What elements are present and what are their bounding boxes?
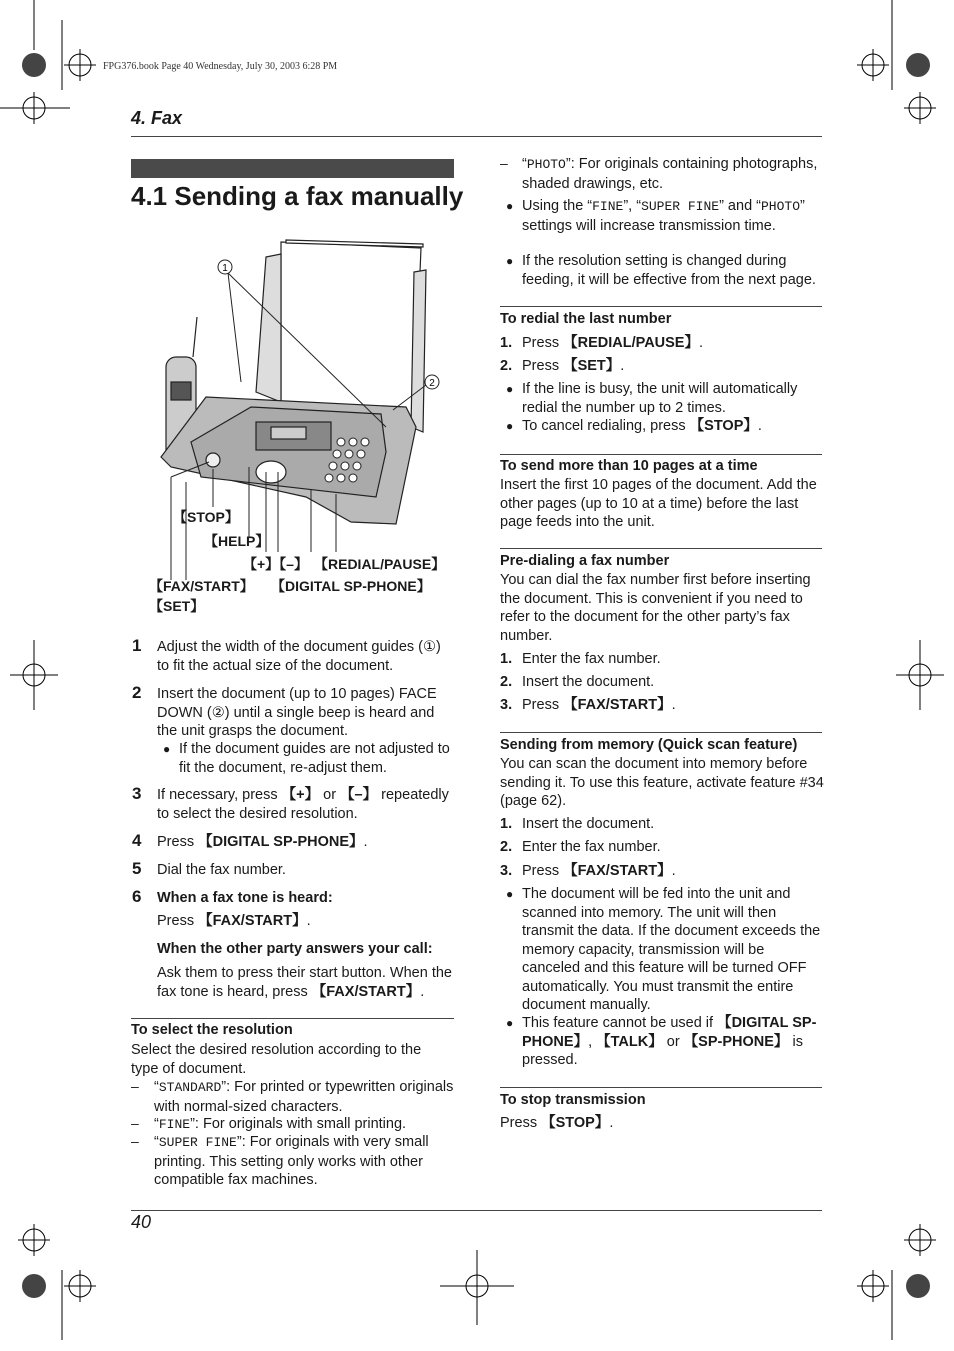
header-rule — [131, 136, 822, 137]
step-3-num: 3 — [132, 784, 142, 803]
res-note2-dot: ● — [506, 254, 514, 268]
redial-num-2: 2. — [500, 358, 513, 374]
page-title: 4.1 Sending a fax manually — [131, 181, 464, 211]
redial-b1-dot: ● — [506, 382, 514, 396]
res-note-2: If the resolution setting is changed during feeding, it will be effective from the next page. — [522, 253, 816, 288]
stop-transmission-key: 【STOP】 — [541, 1115, 610, 1131]
memory-step-3 — [522, 862, 676, 881]
res-mode-superfine: SUPER FINE — [158, 1135, 237, 1150]
predial-fax-start-key: 【FAX/START】 — [563, 697, 672, 713]
redial-s2-post: . — [620, 358, 625, 374]
res-note1-sep1: ”, “ — [623, 198, 642, 214]
label-redial: 【REDIAL/PAUSE】 — [314, 556, 446, 572]
memory-b2-dot: ● — [506, 1016, 514, 1030]
res-dash-2: – — [131, 1115, 139, 1131]
label-stop: 【STOP】 — [173, 509, 239, 525]
res-item-superfine: “SUPER FINE”: For originals with very small printing. This setting only works with other compatible fax machines. — [154, 1134, 429, 1188]
more-pages-heading: To send more than 10 pages at a time — [500, 458, 758, 474]
label-plus-minus: 【+】【–】 — [243, 556, 308, 572]
res-item-fine: “FINE”: For originals with small printing. — [154, 1116, 407, 1132]
predial-rule — [500, 548, 822, 549]
page-number: 40 — [131, 1212, 152, 1232]
step-4-pre: Press — [157, 834, 199, 850]
memory-step-2: Enter the fax number. — [522, 839, 661, 855]
memory-rule — [500, 732, 822, 733]
redial-s2-pre: Press — [522, 358, 564, 374]
callout-1: 1 — [222, 263, 228, 274]
stop-heading: To stop transmission — [500, 1092, 646, 1108]
more-pages-rule — [500, 454, 822, 455]
memory-bullet-1: The document will be fed into the unit and scanned into memory. The unit will then transmit the data. If the document exceeds the memory capacity, transmission will be canceled and this feature will be turned OFF automatically. You must transmit the entire document manually. — [522, 886, 821, 1013]
res-item-standard: “STANDARD”: For printed or typewritten originals with normal-sized characters. — [154, 1079, 454, 1115]
memory-b2-post: is pressed. — [522, 1033, 803, 1068]
footer-rule — [131, 1210, 822, 1211]
memory-bullet-2 — [522, 1014, 824, 1070]
step-6-text2 — [157, 964, 455, 1001]
redial-b2-pre: To cancel redialing, press — [522, 418, 690, 434]
predial-text: You can dial the fax number first before inserting the document. This is convenient if you need to refer to the document for the other party’s fax number. — [500, 572, 811, 644]
step-1-num: 1 — [132, 636, 142, 655]
redial-bullet-2 — [522, 417, 822, 436]
step-2-text: Insert the document (up to 10 pages) FACE DOWN (②) until a single beep is heard and the unit grasps the document. — [157, 686, 437, 739]
res-note1-dot: ● — [506, 199, 514, 213]
res-note1-superfine: SUPER FINE — [641, 199, 720, 214]
printer-line: FPG376.book Page 40 Wednesday, July 30, 2003 6:28 PM — [103, 61, 338, 72]
memory-s3-pre: Press — [522, 863, 564, 879]
label-help: 【HELP】 — [204, 533, 270, 549]
callout-2: 2 — [429, 378, 435, 389]
res-item-photo: “PHOTO”: For originals containing photographs, shaded drawings, etc. — [522, 156, 818, 192]
res-note1-fine: FINE — [592, 199, 624, 214]
predial-num-2: 2. — [500, 674, 513, 690]
stop-text — [500, 1114, 613, 1133]
memory-num-2: 2. — [500, 839, 513, 855]
memory-step-1: Insert the document. — [522, 816, 655, 832]
redial-s1-pre: Press — [522, 335, 564, 351]
resolution-heading: To select the resolution — [131, 1022, 293, 1038]
sp-phone-key: 【SP-PHONE】 — [683, 1033, 789, 1050]
step-6-heading2: When the other party answers your call: — [157, 941, 433, 957]
step-3-text — [157, 786, 455, 823]
fax-start-key: 【FAX/START】 — [198, 913, 307, 929]
step-3-post: repeatedly to select the desired resolution. — [157, 787, 449, 822]
more-pages-text: Insert the first 10 pages of the document. Add the other pages (up to 10 at a time) before the last page feeds into the unit. — [500, 477, 817, 530]
resolution-rule — [131, 1018, 454, 1019]
memory-s3-post: . — [671, 863, 676, 879]
res-desc-fine: : For originals with small printing. — [194, 1116, 407, 1132]
predial-num-1: 1. — [500, 651, 513, 667]
predial-step-1: Enter the fax number. — [522, 651, 661, 667]
step-6-pre: Press — [157, 913, 199, 929]
stop-rule — [500, 1087, 822, 1088]
memory-num-1: 1. — [500, 816, 513, 832]
res-desc-superfine: : For originals with very small printing. This setting only works with other compatible fax machines. — [154, 1134, 429, 1188]
stop-key: 【STOP】 — [689, 418, 758, 434]
res-note1-sep2: ” and “ — [719, 198, 761, 214]
step-2-bullet-dot: ● — [163, 742, 171, 756]
step-6-num: 6 — [132, 887, 142, 906]
memory-text: You can scan the document into memory before sending it. To use this feature, activate feature #34 (page 62). — [500, 756, 824, 809]
title-bar — [131, 159, 454, 178]
redial-b2-dot: ● — [506, 419, 514, 433]
digital-sp-key: 【DIGITAL SP-PHONE】 — [198, 834, 364, 850]
res-dash-3: – — [131, 1133, 139, 1149]
redial-pause-key: 【REDIAL/PAUSE】 — [563, 335, 699, 351]
label-set: 【SET】 — [149, 598, 205, 614]
memory-b1-dot: ● — [506, 887, 514, 901]
redial-rule — [500, 306, 822, 307]
memory-fax-start-key: 【FAX/START】 — [563, 863, 672, 879]
res-mode-photo: PHOTO — [526, 157, 566, 172]
step-5-text: Dial the fax number. — [157, 862, 286, 878]
res-mode-standard: STANDARD — [158, 1080, 222, 1095]
step-2-bullet: If the document guides are not adjusted to fit the document, re-adjust them. — [179, 741, 450, 776]
predial-s3-post: . — [671, 697, 676, 713]
memory-digital-sp-key: 【DIGITAL SP-PHONE】 — [522, 1015, 817, 1050]
res-note1-post: ” settings will increase transmission time. — [522, 198, 805, 234]
res-desc-photo: : For originals containing photographs, shaded drawings, etc. — [522, 156, 818, 192]
step-6-text2-body: Ask them to press their start button. When the fax tone is heard, press — [157, 965, 452, 1000]
step-6-post: . — [306, 913, 311, 929]
predial-num-3: 3. — [500, 697, 513, 713]
step-4-text — [157, 833, 455, 852]
redial-step-2 — [522, 357, 624, 376]
fax-start-key-2: 【FAX/START】 — [311, 983, 421, 1000]
stop-pre: Press — [500, 1115, 542, 1131]
step-3-pre: If necessary, press — [157, 787, 282, 803]
predial-step-2: Insert the document. — [522, 674, 655, 690]
memory-b2-sep2: or — [662, 1033, 684, 1050]
minus-key: 【–】 — [340, 787, 378, 803]
res-note1-pre: Using the “ — [522, 198, 593, 214]
redial-step-1 — [522, 334, 703, 353]
section-label: 4. Fax — [131, 108, 183, 128]
fax-machine-figure — [131, 232, 455, 622]
resolution-intro: Select the desired resolution according to the type of document. — [131, 1042, 422, 1077]
step-5-num: 5 — [132, 859, 142, 878]
redial-num-1: 1. — [500, 335, 513, 351]
step-6-post2: . — [420, 983, 425, 1000]
res-mode-fine: FINE — [158, 1117, 191, 1132]
memory-num-3: 3. — [500, 863, 513, 879]
res-desc-standard: : For printed or typewritten originals with normal-sized characters. — [154, 1079, 454, 1115]
memory-b2-sep1: , — [588, 1033, 597, 1050]
redial-s1-post: . — [698, 335, 704, 351]
label-fax-start: 【FAX/START】 — [149, 578, 254, 594]
label-digital-sp: 【DIGITAL SP-PHONE】 — [271, 578, 431, 594]
res-dash-1: – — [131, 1078, 139, 1094]
stop-post: . — [609, 1115, 614, 1131]
memory-b2-pre: This feature cannot be used if — [522, 1015, 718, 1031]
redial-b2-post: . — [757, 418, 762, 434]
set-key: 【SET】 — [563, 358, 621, 374]
predial-heading: Pre-dialing a fax number — [500, 553, 670, 569]
plus-key: 【+】 — [281, 787, 320, 803]
res-dash-4: – — [500, 155, 508, 171]
step-6-heading: When a fax tone is heard: — [157, 890, 333, 906]
talk-key: 【TALK】 — [596, 1033, 663, 1050]
predial-s3-pre: Press — [522, 697, 564, 713]
res-note1-photo: PHOTO — [761, 199, 801, 214]
step-1-text: Adjust the width of the document guides (①) to fit the actual size of the document. — [157, 639, 441, 674]
redial-heading: To redial the last number — [500, 311, 672, 327]
step-2-num: 2 — [132, 683, 142, 702]
predial-step-3 — [522, 696, 676, 715]
step-3-mid: or — [319, 787, 341, 803]
step-4-post: . — [363, 834, 368, 850]
res-note-1 — [522, 197, 822, 235]
memory-heading: Sending from memory (Quick scan feature) — [500, 737, 798, 753]
step-6-text — [157, 912, 455, 931]
step-4-num: 4 — [132, 831, 142, 850]
redial-bullet-1: If the line is busy, the unit will automatically redial the number up to 2 times. — [522, 381, 798, 416]
